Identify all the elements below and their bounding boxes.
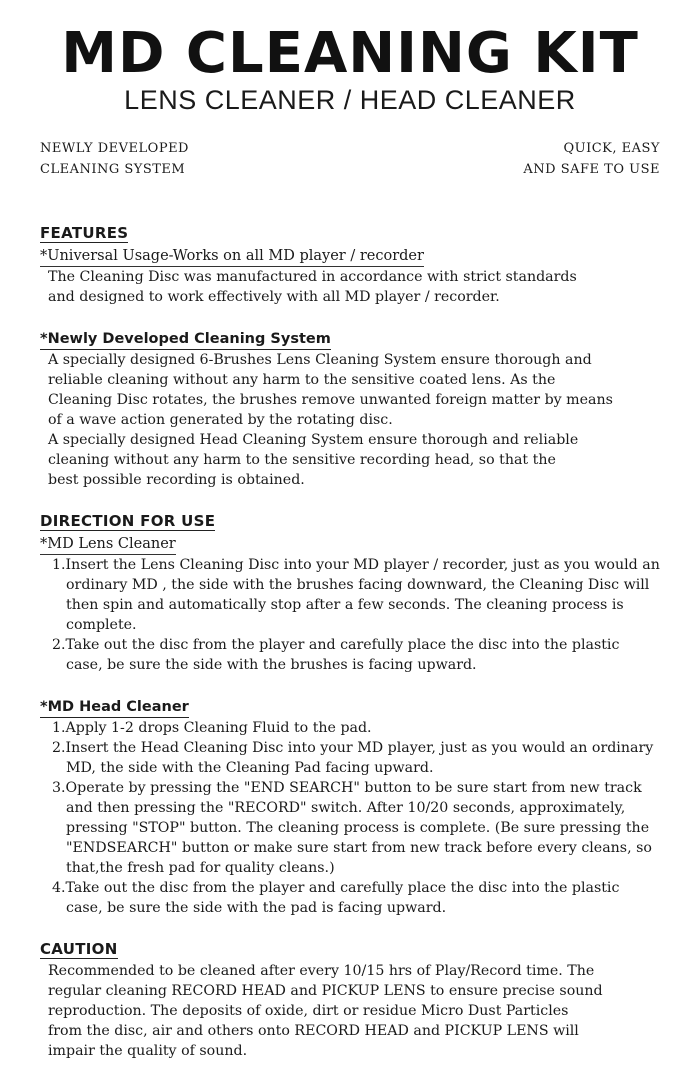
- tagline-row: [40, 138, 660, 180]
- paragraph-line: A specially designed 6-Brushes Lens Cleaning System ensure thorough and: [48, 352, 592, 368]
- list-item: 2.Insert the Head Cleaning Disc into your MD player, just as you would an ordinary MD, the side with the Cleaning Pad facing upward.: [52, 740, 654, 776]
- paragraph-line: cleaning without any harm to the sensitive recording head, so that the: [48, 452, 556, 468]
- tagline-left-line: CLEANING SYSTEM: [40, 162, 186, 177]
- direction-heading: DIRECTION FOR USE: [40, 512, 216, 530]
- list-item: 2.Take out the disc from the player and carefully place the disc into the plastic case, be sure the side with the brushes is facing upward.: [52, 637, 620, 673]
- paragraph-line: Recommended to be cleaned after every 10/15 hrs of Play/Record time. The: [48, 963, 595, 979]
- list-item: 3.Operate by pressing the "END SEARCH" button to be sure start from new track and then pressing the "RECORD" switch. After 10/20 seconds, approximately, pressing "STOP" button. The cleaning process is complete. (Be sure pressing the "ENDSEARCH" button or make sure start from new track before every cleans, so that,the fresh pad for quality cleans.): [52, 780, 652, 876]
- paragraph-line: Cleaning Disc rotates, the brushes remove unwanted foreign matter by means: [48, 392, 613, 408]
- tagline-right-line: AND SAFE TO USE: [523, 162, 660, 177]
- list-item: 4.Take out the disc from the player and carefully place the disc into the plastic case, be sure the side with the pad is facing upward.: [52, 880, 620, 916]
- lens-cleaner-steps: [40, 555, 660, 675]
- caution-section: [40, 939, 660, 1061]
- tagline-right: [523, 138, 660, 180]
- head-cleaner-steps: [40, 718, 660, 918]
- caution-heading: CAUTION: [40, 940, 118, 958]
- lens-cleaner-subheading: *MD Lens Cleaner: [40, 534, 176, 555]
- paragraph-line: and designed to work effectively with all MD player / recorder.: [48, 289, 500, 305]
- paragraph-line: The Cleaning Disc was manufactured in accordance with strict standards: [48, 269, 577, 285]
- newly-developed-section: [40, 328, 660, 490]
- paragraph-line: reproduction. The deposits of oxide, dirt or residue Micro Dust Particles: [48, 1003, 569, 1019]
- paragraph-line: from the disc, air and others onto RECORD HEAD and PICKUP LENS will: [48, 1023, 579, 1039]
- tagline-right-line: QUICK, EASY: [563, 141, 660, 156]
- features-section: [40, 223, 660, 307]
- paragraph-line: reliable cleaning without any harm to the sensitive coated lens. As the: [48, 372, 556, 388]
- paragraph-line: regular cleaning RECORD HEAD and PICKUP LENS to ensure precise sound: [48, 983, 603, 999]
- page-title: MD CLEANING KIT: [61, 21, 639, 86]
- universal-usage-subheading: *Universal Usage-Works on all MD player / recorder: [40, 246, 424, 267]
- features-heading: FEATURES: [40, 224, 129, 242]
- list-item: 1.Apply 1-2 drops Cleaning Fluid to the pad.: [52, 720, 372, 736]
- tagline-left: [40, 138, 189, 180]
- head-cleaner-section: [40, 696, 660, 918]
- list-item: 1.Insert the Lens Cleaning Disc into your MD player / recorder, just as you would an ordinary MD , the side with the brushes facing downward, the Cleaning Disc will then spin and automatically stop after a few seconds. The cleaning process is complete.: [52, 557, 660, 633]
- paragraph-line: A specially designed Head Cleaning System ensure thorough and reliable: [48, 432, 579, 448]
- page-subtitle: LENS CLEANER / HEAD CLEANER: [124, 85, 576, 115]
- paragraph-line: best possible recording is obtained.: [48, 472, 305, 488]
- paragraph-line: impair the quality of sound.: [48, 1043, 248, 1059]
- tagline-left-line: NEWLY DEVELOPED: [40, 141, 189, 156]
- head-cleaner-subheading: *MD Head Cleaner: [40, 697, 189, 718]
- direction-section: [40, 511, 660, 675]
- paragraph-line: of a wave action generated by the rotating disc.: [48, 412, 393, 428]
- newly-developed-subheading: *Newly Developed Cleaning System: [40, 329, 331, 350]
